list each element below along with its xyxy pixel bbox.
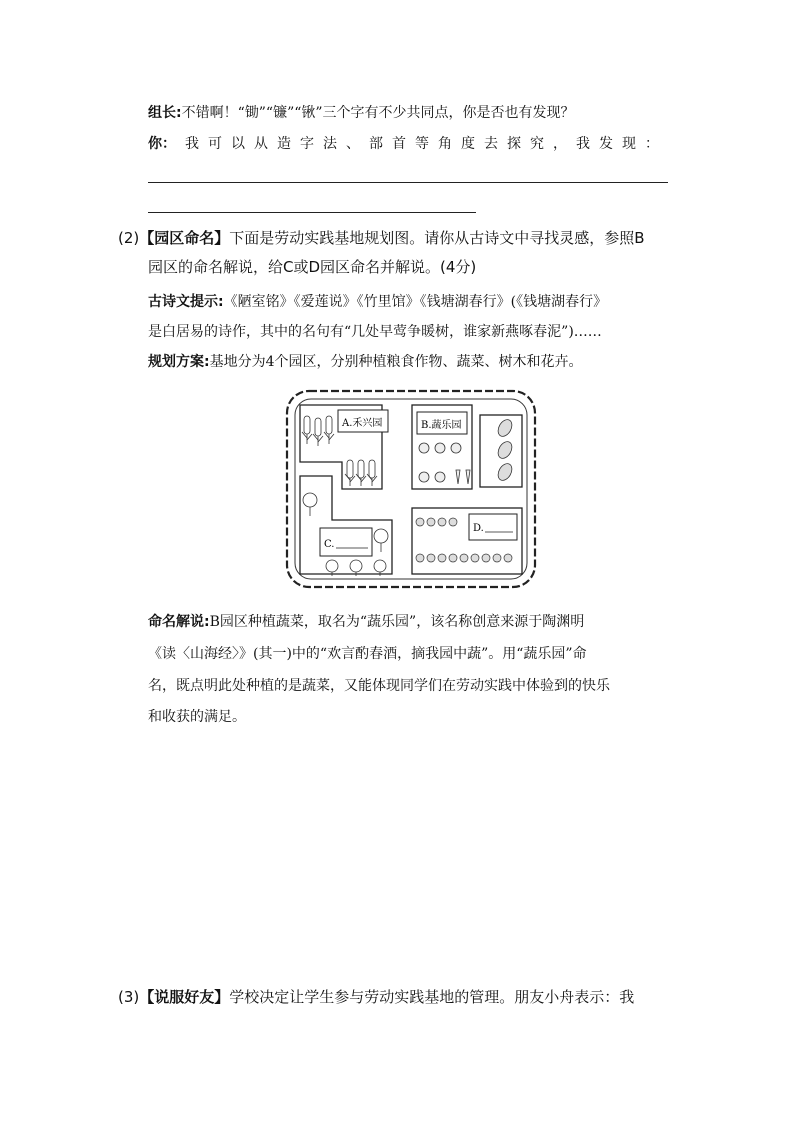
- tree-icon: [303, 493, 317, 516]
- question-3-tag: 【说服好友】: [139, 988, 230, 1006]
- plan-label: 规划方案:: [148, 354, 210, 370]
- zone-d-label: D.: [473, 523, 484, 534]
- vegetable-icons: [419, 443, 470, 484]
- hint-text-1: 《陋室铭》《爱莲说》《竹里馆》《钱塘湖春行》(《钱塘湖春行》: [223, 294, 608, 310]
- base-plan-map: [284, 388, 538, 590]
- carrot-icon: [456, 470, 460, 484]
- question-2-line1: [118, 227, 645, 249]
- flower-icon: [449, 554, 457, 562]
- zone-b-label: B.蔬乐园: [421, 420, 462, 431]
- answer-line-1: [148, 182, 668, 183]
- question-2-tag: 【园区命名】: [139, 229, 230, 247]
- zone-c-area: [300, 476, 392, 574]
- flower-icon: [504, 554, 512, 562]
- tomato-icon: [435, 443, 445, 453]
- explain-text-1: B园区种植蔬菜，取名为“蔬乐园”，该名称创意来源于陶渊明: [209, 614, 585, 630]
- tomato-icon: [451, 443, 461, 453]
- you-line: [148, 134, 668, 154]
- flower-icon: [416, 518, 424, 526]
- carrot-icon: [466, 470, 470, 484]
- flower-icon: [416, 554, 424, 562]
- plan-line: [148, 352, 583, 372]
- flower-icon: [449, 518, 457, 526]
- corn-icon: [356, 460, 366, 486]
- leader-text: 不错啊！“锄”“镰”“锹”三个字有不少共同点，你是否也有发现？: [181, 105, 575, 121]
- corn-icon: [302, 416, 312, 444]
- question-2-line2: 园区的命名解说，给C或D园区命名并解说。(4分): [148, 258, 477, 276]
- hint-label: 古诗文提示:: [148, 294, 224, 310]
- eggplant-icon: [495, 461, 514, 483]
- question-2-number: (2): [118, 229, 140, 247]
- explain-line-4: 和收获的满足。: [148, 709, 246, 725]
- flower-icon: [460, 554, 468, 562]
- flower-icon: [482, 554, 490, 562]
- zone-a-label: A.禾兴园: [342, 418, 383, 429]
- question-3-number: (3): [118, 988, 140, 1006]
- zone-c-label: C.: [324, 539, 335, 550]
- flower-icon: [427, 554, 435, 562]
- question-3-text: 学校决定让学生参与劳动实践基地的管理。朋友小舟表示：我: [229, 988, 635, 1006]
- explain-line-1: [148, 612, 584, 632]
- explain-line-3: 名，既点明此处种植的是蔬菜，又能体现同学们在劳动实践中体验到的快乐: [148, 678, 610, 694]
- flower-icon: [438, 554, 446, 562]
- eggplant-icon: [495, 417, 514, 439]
- corn-icon: [313, 418, 323, 446]
- flower-icon: [438, 518, 446, 526]
- you-text: 我可以从造字法、部首等角度去探究，我发现：: [185, 136, 668, 152]
- explain-line-2: 《读〈山海经〉》(其一)中的“欢言酌春酒，摘我园中蔬”。用“蔬乐园”命: [148, 646, 587, 662]
- leader-line: [148, 103, 575, 123]
- explain-label: 命名解说:: [148, 614, 210, 630]
- tomato-icon: [435, 472, 445, 482]
- flower-icon: [471, 554, 479, 562]
- flower-icon: [493, 554, 501, 562]
- eggplant-icon: [495, 439, 514, 461]
- eggplant-icons: [495, 417, 514, 483]
- tree-icon: [374, 529, 388, 552]
- answer-line-2: [148, 212, 476, 213]
- corn-icon: [324, 416, 334, 444]
- tomato-icon: [419, 443, 429, 453]
- hint-line-1: [148, 292, 607, 312]
- plan-text: 基地分为4个园区，分别种植粮食作物、蔬菜、树木和花卉。: [209, 354, 583, 370]
- corn-icon: [345, 460, 355, 486]
- corn-icon: [367, 460, 377, 486]
- flower-icon: [427, 518, 435, 526]
- you-label: 你：: [148, 136, 176, 152]
- leader-label: 组长:: [148, 105, 182, 121]
- question-3-line1: [118, 986, 634, 1008]
- question-2-text-1: 下面是劳动实践基地规划图。请你从古诗文中寻找灵感，参照B: [229, 229, 645, 247]
- hint-line-2: 是白居易的诗作，其中的名句有“几处早莺争暖树，谁家新燕啄春泥”)……: [148, 324, 602, 340]
- tomato-icon: [419, 472, 429, 482]
